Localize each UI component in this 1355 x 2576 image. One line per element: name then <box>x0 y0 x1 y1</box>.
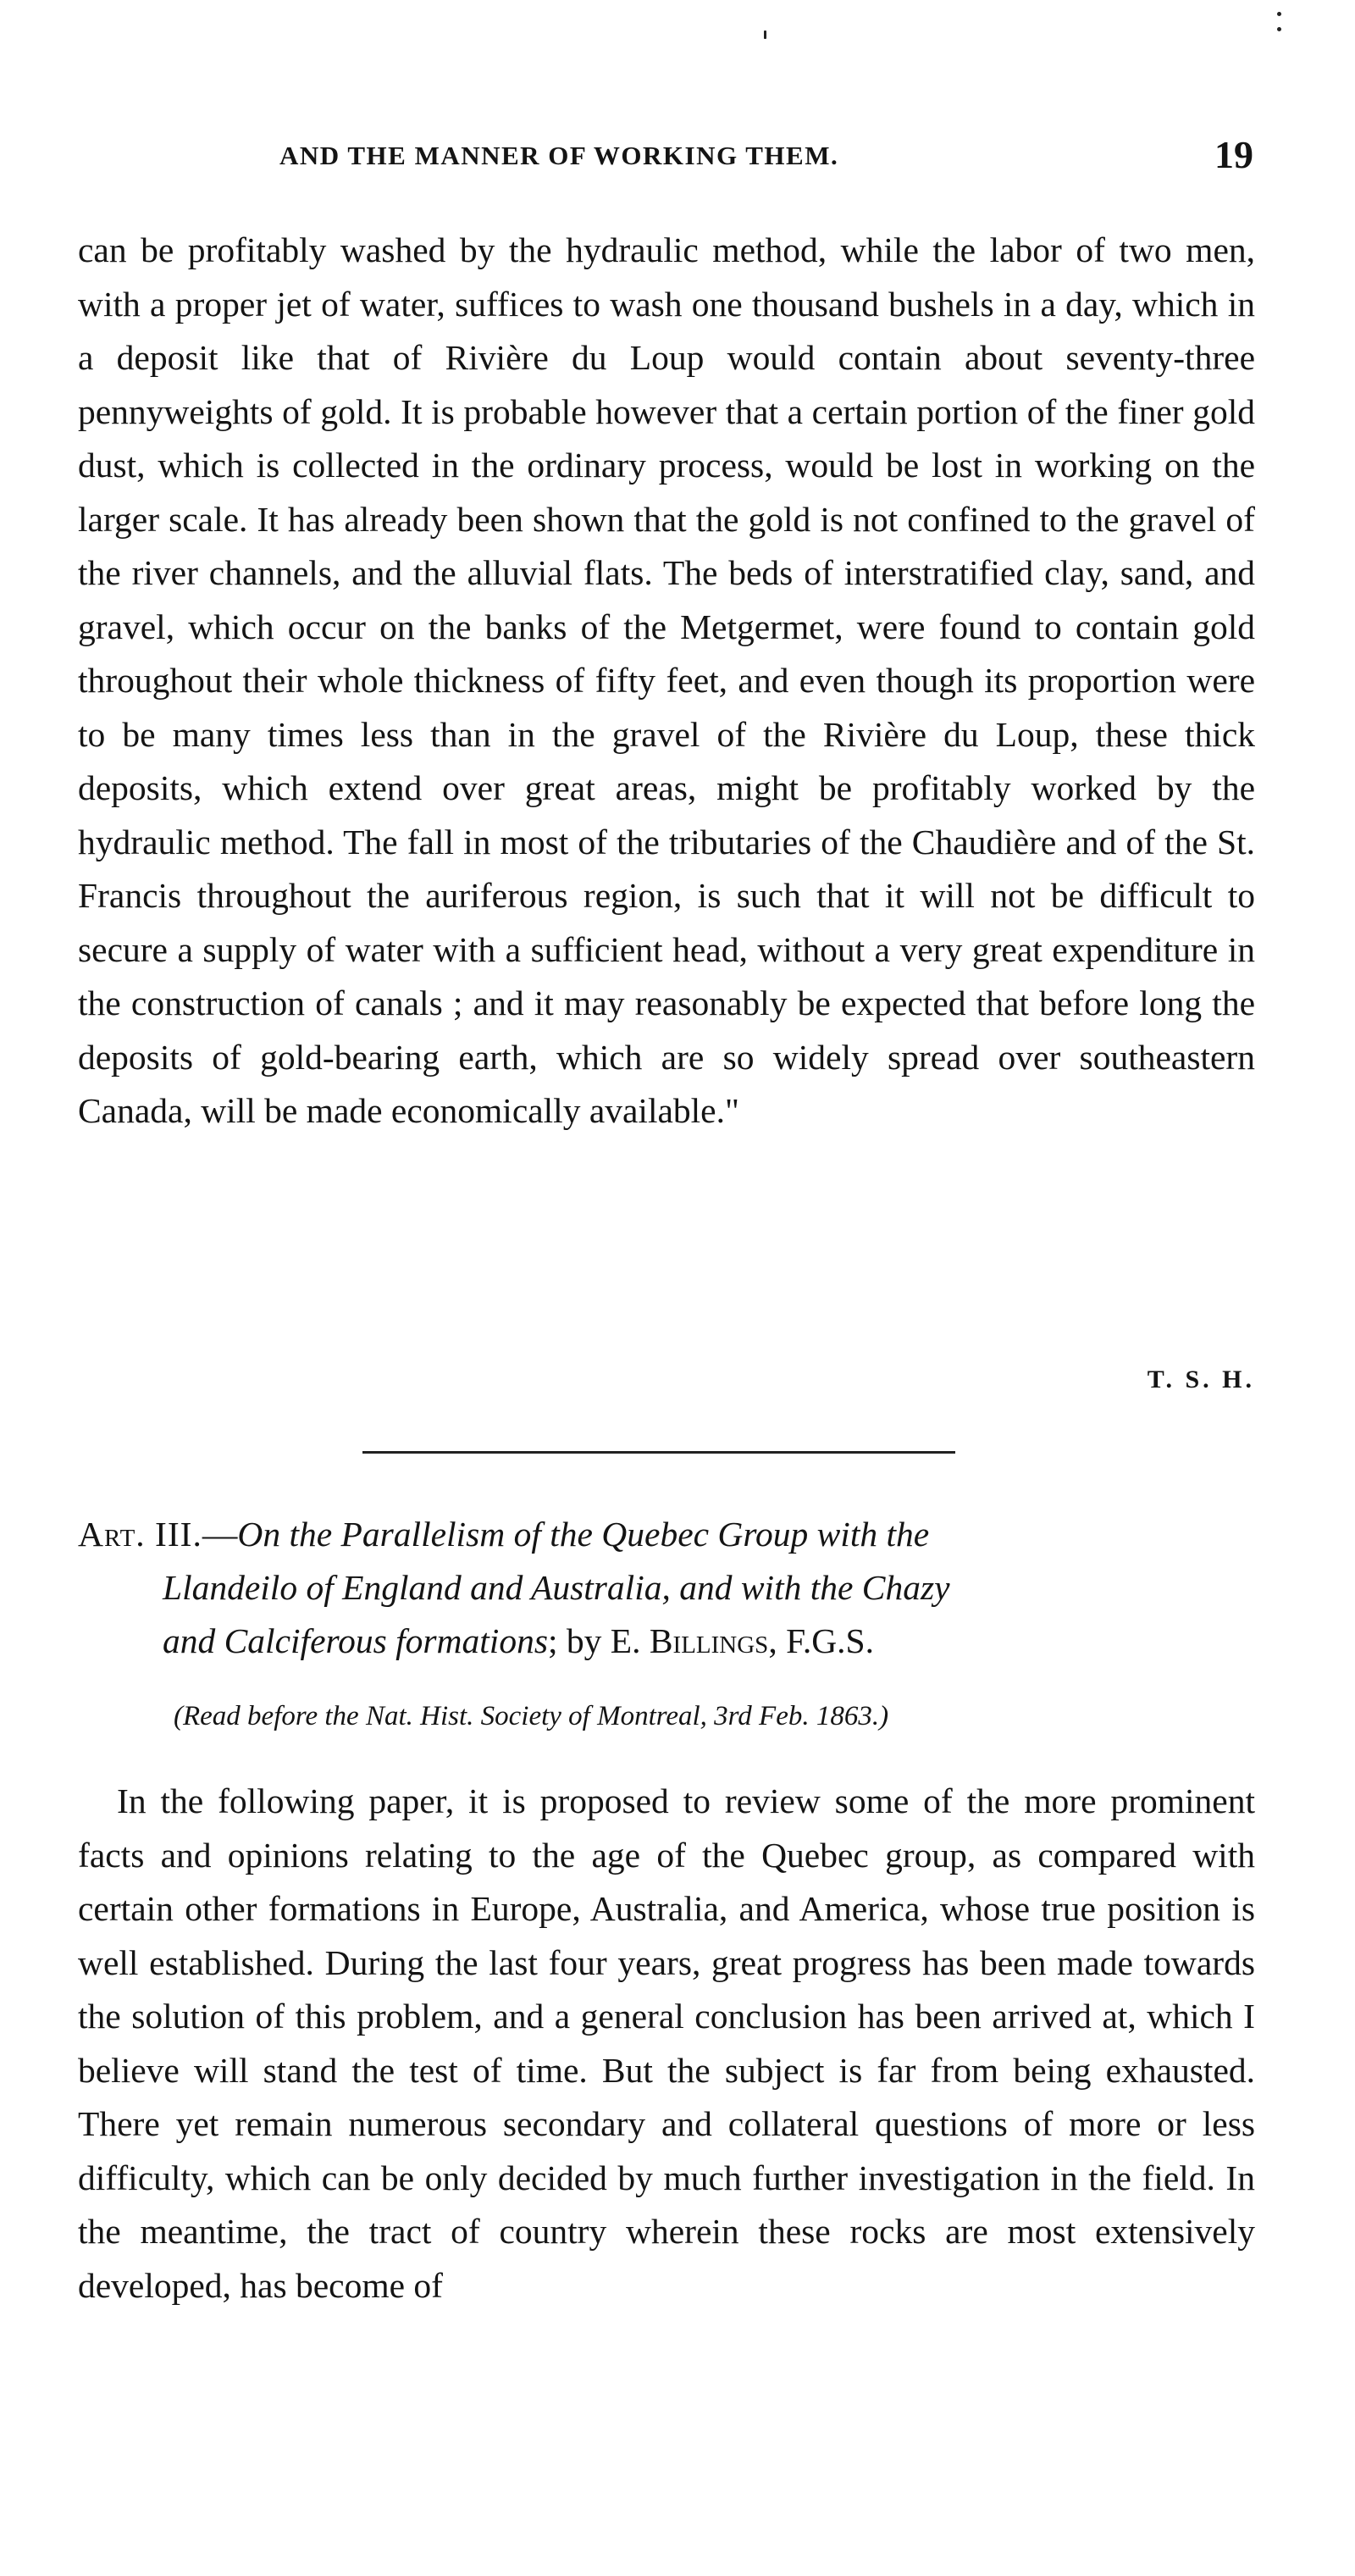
page-header <box>279 133 1253 178</box>
author-name: Billings <box>649 1621 769 1660</box>
quoted-paragraph: can be profitably washed by the hydraulic method, while the labor of two men, with a proper jet of water, suffices to wash one thousand bushels in a day, which in a deposit like that of Rivière du Loup would contain about seventy-three pennyweights of gold. It is probable however that a certain portion of the finer gold dust, which is collected in the ordinary process, would be lost in working on the larger scale. It has already been shown that the gold is not confined to the gravel of the river channels, and the alluvial flats. The beds of interstratified clay, sand, and gravel, which occur on the banks of the Metgermet, were found to contain gold throughout their whole thickness of fifty feet, and even though its proportion were to be many times less than in the gravel of the Rivière du Loup, these thick deposits, which extend over great areas, might be profitably worked by the hydraulic method. The fall in most of the tributaries of the Chaudière and of the St. Francis throughout the auriferous region, is such that it will not be difficult to secure a supply of water with a sufficient head, without a very great expenditure in the construction of canals ; and it may reasonably be expected that before long the deposits of gold-bearing earth, which are so widely spread over southeastern Canada, will be made economically available." <box>78 230 1255 1130</box>
running-head: AND THE MANNER OF WORKING THEM. <box>279 141 839 170</box>
page-number: 19 <box>1214 133 1253 176</box>
article-heading: Art. III.—On the Parallelism of the Quebec Group with the Llandeilo of England and Australia, and with the Chazy and Calciferous formations; by E. Billings, F.G.S. <box>78 1515 950 1660</box>
article-title-part1: On the Parallelism of the Quebec Group with the <box>237 1515 930 1554</box>
author-suffix: , F.G.S. <box>768 1621 874 1660</box>
body-paragraph: In the following paper, it is proposed to review some of the more prominent facts and opinions relating to the age of the Quebec group, as compared with certain other formations in Europe, Australia, and America, whose true position is well established. During the last four years, great progress has been made towards the solution of this problem, and a general conclusion has been arrived at, which I believe will stand the test of time. But the subject is far from being exhausted. There yet remain numerous secondary and collateral questions of more or less difficulty, which can be only decided by much further investigation in the field. In the meantime, the tract of country wherein these rocks are most extensively developed, has become of <box>78 1781 1255 2305</box>
read-before-note: (Read before the Nat. Hist. Society of Montreal, 3rd Feb. 1863.) <box>174 1701 889 1731</box>
author-initial: E. <box>610 1621 650 1660</box>
signature-initials: T. S. H. <box>1147 1366 1255 1393</box>
print-speck <box>1277 27 1281 31</box>
article-title-part3: and Calciferous formations <box>163 1621 548 1660</box>
print-speck <box>764 30 766 39</box>
article-number: Art. III. <box>78 1515 202 1554</box>
byline-separator: ; by <box>547 1621 611 1660</box>
section-divider <box>362 1451 955 1454</box>
print-speck <box>1277 12 1281 16</box>
article-title-part2: Llandeilo of England and Australia, and with the Chazy <box>163 1568 950 1607</box>
